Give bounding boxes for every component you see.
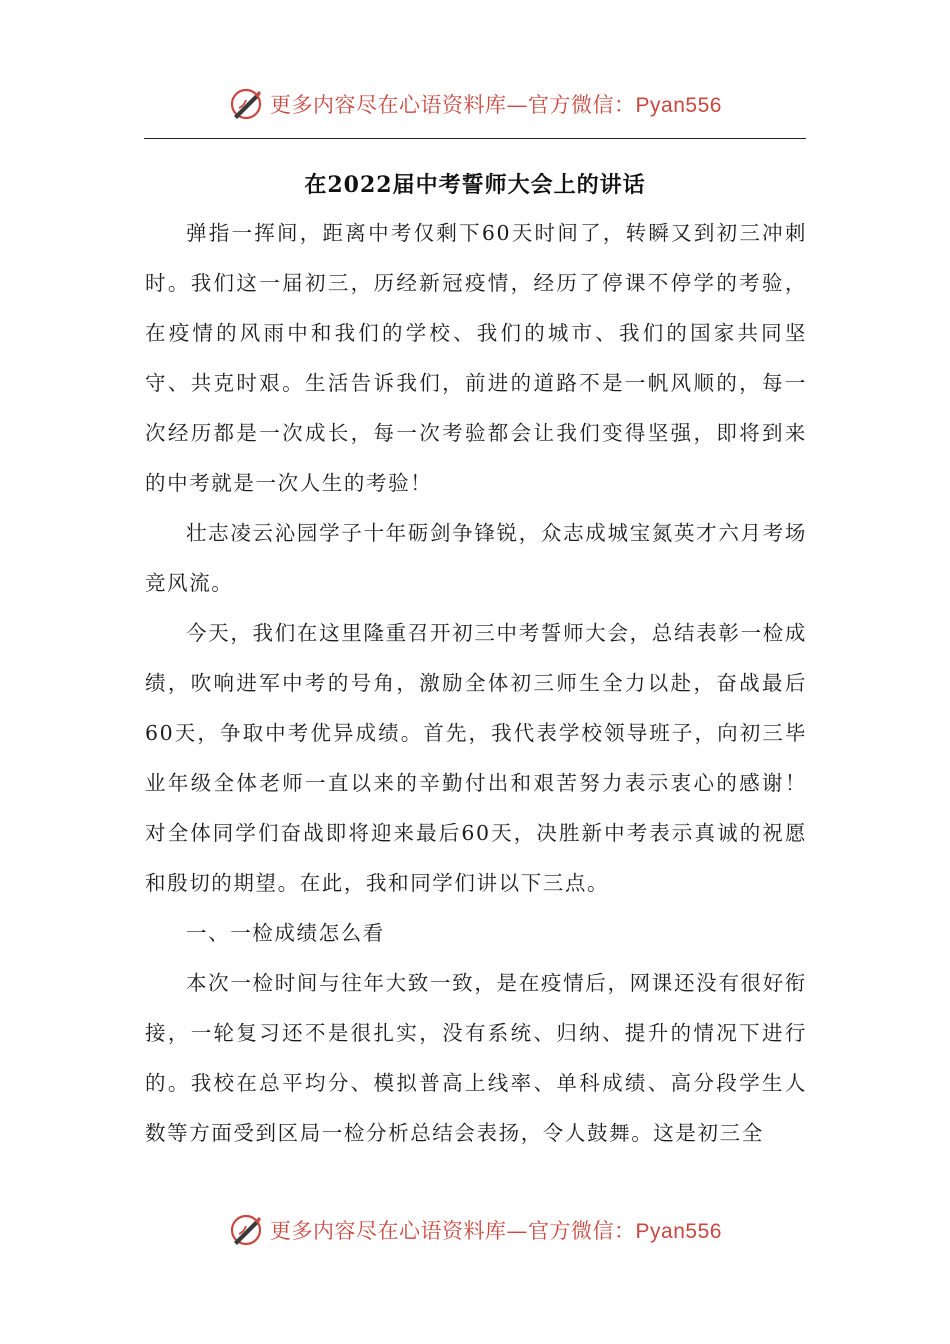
- watermark-text: 更多内容尽在心语资料库—官方微信：Pyan556: [270, 1219, 722, 1243]
- document-title: 在2022届中考誓师大会上的讲话: [304, 172, 646, 198]
- document-body: [145, 208, 807, 1158]
- paragraph: 今天，我们在这里隆重召开初三中考誓师大会，总结表彰一检成绩，吹响进军中考的号角，激励全体初三师生全力以赴，奋战最后60天，争取中考优异成绩。首先，我代表学校领导班子，向初三毕业年级全体老师一直以来的辛勤付出和艰苦努力表示衷心的感谢！对全体同学们奋战即将迎来最后60天，决胜新中考表示真诚的祝愿和殷切的期望。在此，我和同学们讲以下三点。: [145, 621, 807, 895]
- section-heading: 一、一检成绩怎么看: [186, 921, 385, 945]
- wechat-id: Pyan556: [635, 94, 722, 117]
- paragraph: 本次一检时间与往年大致一致，是在疫情后，网课还没有很好衔接，一轮复习还不是很扎实，没有系统、归纳、提升的情况下进行的。我校在总平均分、模拟普高上线率、单科成绩、高分段学生人数等方面受到区局一检分析总结会表扬，令人鼓舞。这是初三全: [145, 971, 807, 1145]
- footer-watermark: [0, 1210, 950, 1250]
- paragraph: 弹指一挥间，距离中考仅剩下60天时间了，转瞬又到初三冲刺时。我们这一届初三，历经新冠疫情，经历了停课不停学的考验，在疫情的风雨中和我们的学校、我们的城市、我们的国家共同坚守、共克时艰。生活告诉我们，前进的道路不是一帆风顺的，每一次经历都是一次成长，每一次考验都会让我们变得坚强，即将到来的中考就是一次人生的考验！: [145, 221, 807, 495]
- wechat-id: Pyan556: [635, 1220, 722, 1243]
- header-watermark: [0, 84, 950, 124]
- paragraph: 壮志凌云沁园学子十年砺剑争锋锐，众志成城宝氮英才六月考场竞风流。: [145, 521, 807, 595]
- header-divider: [144, 138, 806, 139]
- watermark-text: 更多内容尽在心语资料库—官方微信：Pyan556: [270, 93, 722, 117]
- pen-logo-icon: [228, 86, 264, 122]
- pen-logo-icon: [228, 1212, 264, 1248]
